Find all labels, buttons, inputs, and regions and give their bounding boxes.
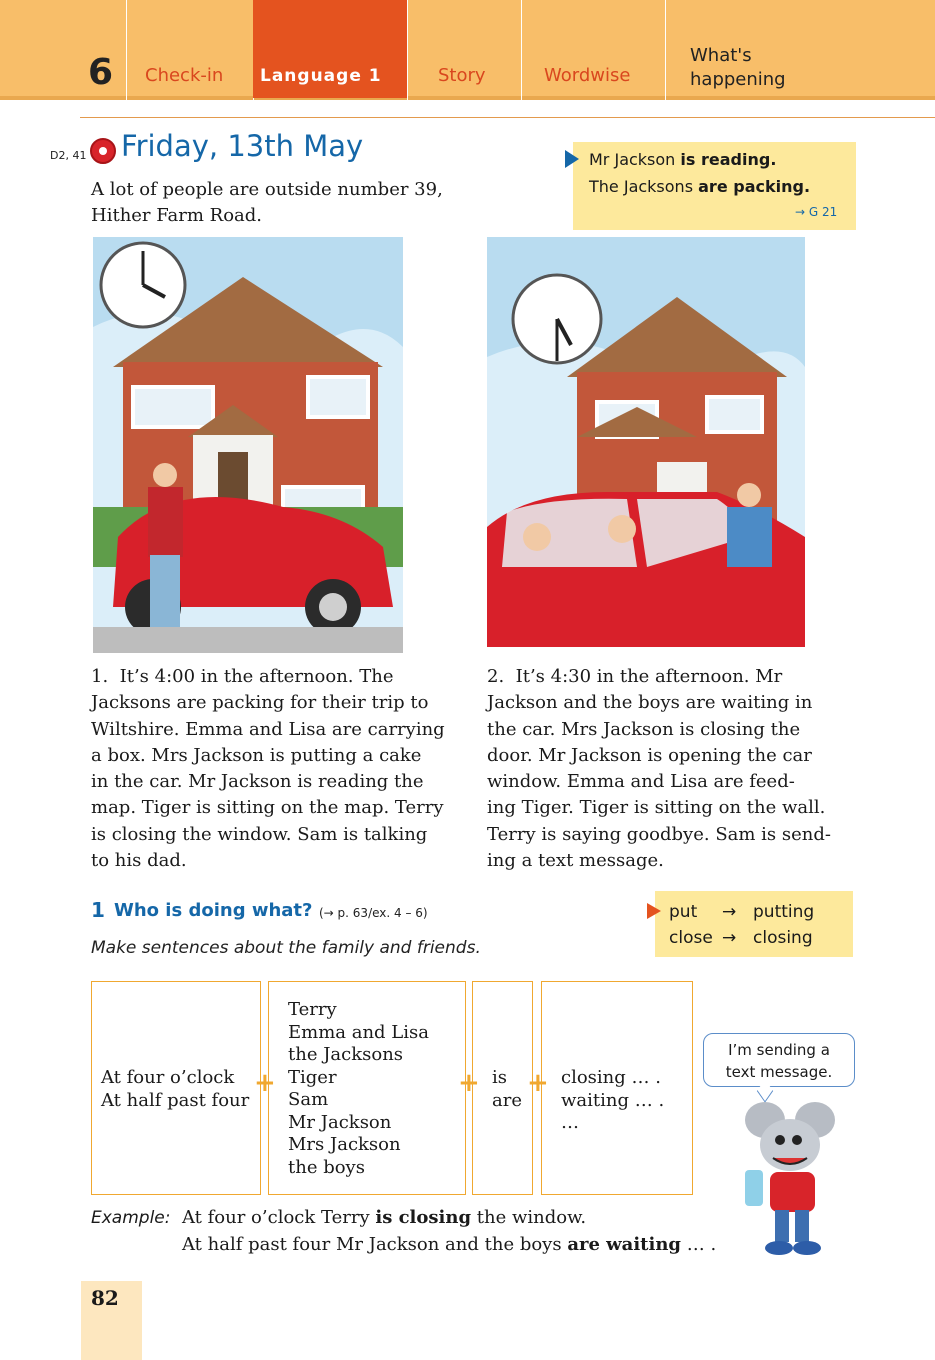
example-verb: are waiting [567,1234,681,1255]
mouse-mascot-icon [735,1100,845,1260]
tab-story[interactable]: Story [438,65,486,86]
spelling-base: put [669,902,698,922]
spelling-ing-form: putting [753,902,815,922]
plus-icon: + [527,1068,549,1098]
exercise-title: Who is doing what? [114,900,313,921]
exercise-reference: (→ p. 63/ex. 4 – 6) [319,906,428,920]
table-cell-time: At four o’clock At half past four [101,1067,250,1111]
example-text: At four o’clock Terry [182,1207,376,1228]
tab-divider [407,0,408,100]
grammar-subject: Mr Jackson [589,150,676,169]
triangle-arrow-icon [647,903,661,919]
example-sentence-2 [182,1234,716,1255]
example-text: the window. [471,1207,587,1228]
illustration-house-4-30 [487,237,805,647]
tab-wordwise[interactable]: Wordwise [544,65,631,86]
triangle-arrow-icon [565,150,579,168]
grammar-verb: are packing. [698,177,811,196]
plus-icon: + [458,1068,480,1098]
audio-track-ref: D2, 41 [50,149,87,162]
tab-language-1[interactable]: Language 1 [260,66,382,86]
caption-picture-2: 2. It’s 4:30 in the afternoon. Mr Jackson and the boys are waiting in the car. Mrs Jackson is closing the door. Mr Jackson is opening the car window. Emma and Lisa are feed- ing Tiger. Tiger is sitting on the wall. Terry is saying goodbye. Sam is send- ing a text message. [487,666,831,872]
table-cell-subject: Terry Emma and Lisa the Jacksons Tiger Sam Mr Jackson Mrs Jackson the boys [288,999,429,1178]
page-title: Friday, 13th May [121,129,364,163]
example-verb: is closing [375,1207,472,1228]
tab-divider [126,0,127,100]
example-label: Example: [91,1208,171,1228]
grammar-example-2 [589,177,810,196]
tab-divider [665,0,666,100]
page-number: 82 [91,1286,119,1310]
grammar-reference-link[interactable]: → G 21 [795,205,838,219]
intro-text: A lot of people are outside number 39, Hither Farm Road. [91,179,443,226]
spelling-base: close [669,928,713,948]
right-arrow-icon: → [722,902,737,922]
speech-bubble-text: I’m sending a text message. [725,1041,833,1081]
tab-whats-happening[interactable] [690,44,786,92]
table-cell-verb: is are [492,1067,522,1111]
grammar-example-1 [589,150,776,169]
exercise-instruction: Make sentences about the family and friends. [91,938,481,958]
caption-picture-1: 1. It’s 4:00 in the afternoon. The Jacksons are packing for their trip to Wiltshire. Emma and Lisa are carrying a box. Mrs Jackson is putting a cake in the car. Mr Jackson is reading the map. Tiger is sitting on the map. Terry is closing the window. Sam is talking to his dad. [91,666,445,872]
grammar-subject: The Jacksons [589,177,694,196]
tab-check-in[interactable]: Check-in [145,65,224,86]
cd-audio-icon[interactable] [90,138,116,164]
tab-divider [521,0,522,100]
unit-number: 6 [88,52,114,93]
example-text: … . [681,1234,717,1255]
tab-whats-happening-label: What's happening [690,45,786,90]
spelling-ing-form: closing [753,928,813,948]
table-cell-action: closing … . waiting … . … [561,1067,665,1133]
divider [80,117,935,118]
right-arrow-icon: → [722,928,737,948]
exercise-number: 1 [91,898,105,922]
example-sentence-1 [182,1207,586,1228]
illustration-house-4-00 [93,237,403,653]
grammar-verb: is reading. [680,150,777,169]
plus-icon: + [254,1068,276,1098]
example-text: At half past four Mr Jackson and the boys [182,1234,568,1255]
